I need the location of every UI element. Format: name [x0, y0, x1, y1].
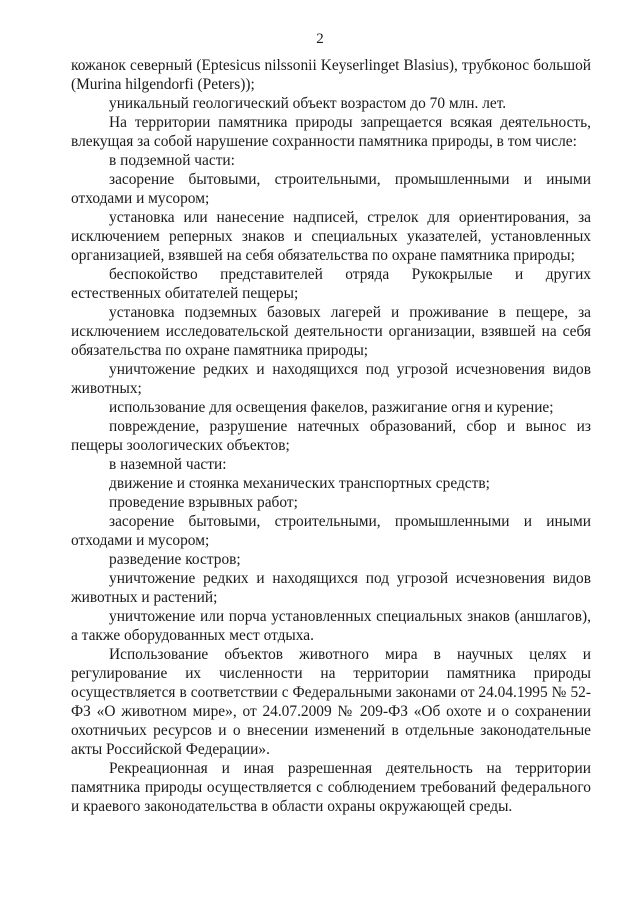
list-item: использование для освещения факелов, разжигание огня и курение;: [109, 399, 554, 416]
list-item: уничтожение или порча установленных специальных знаков (аншлагов), а также оборудованных мест отдыха.: [71, 608, 591, 644]
paragraph-bat-species: кожанок северный (Eptesicus nilssonii Keyserlinget Blasius), трубконос большой (Murina hilgendorfi (Peters));: [71, 57, 591, 93]
list-item: установка или нанесение надписей, стрелок для ориентирования, за исключением реперных знаков и специальных указателей, установленных организацией, взявшей на себя обязательства по охране памятника природы;: [71, 209, 591, 264]
list-item: разведение костров;: [109, 551, 241, 568]
list-item: установка подземных базовых лагерей и проживание в пещере, за исключением исследовательской деятельности организации, взявшей на себя обязательства по охране памятника природы;: [71, 304, 591, 359]
page-number: 2: [316, 31, 324, 47]
document-body: [71, 56, 591, 816]
list-item: беспокойство представителей отряда Рукокрылые и других естественных обитателей пещеры;: [71, 266, 591, 302]
list-item: повреждение, разрушение натечных образований, сбор и вынос из пещеры зоологических объектов;: [71, 418, 591, 454]
list-item: уничтожение редких и находящихся под угрозой исчезновения видов животных и растений;: [71, 570, 591, 606]
list-item: засорение бытовыми, строительными, промышленными и иными отходами и мусором;: [71, 171, 591, 207]
list-item: засорение бытовыми, строительными, промышленными и иными отходами и мусором;: [71, 513, 591, 549]
list-item: движение и стоянка механических транспортных средств;: [109, 475, 490, 492]
list-item: проведение взрывных работ;: [109, 494, 298, 511]
paragraph-underground-heading: в подземной части:: [109, 152, 235, 169]
paragraph-surface-heading: в наземной части:: [109, 456, 227, 473]
list-item: уничтожение редких и находящихся под угрозой исчезновения видов животных;: [71, 361, 591, 397]
paragraph-geological-object: уникальный геологический объект возрастом до 70 млн. лет.: [109, 95, 507, 112]
paragraph-prohibited-activities: На территории памятника природы запрещается всякая деятельность, влекущая за собой нарушение сохранности памятника природы, в том числе:: [71, 114, 591, 150]
paragraph-recreational-activity: Рекреационная и иная разрешенная деятельность на территории памятника природы осуществляется с соблюдением требований федерального и краевого законодательства в области охраны окружающей среды.: [71, 760, 591, 815]
paragraph-wildlife-use: Использование объектов животного мира в научных целях и регулирование их численности на территории памятника природы осуществляется в соответствии с Федеральными законами от 24.04.1995 № 52-ФЗ «О животном мире», от 24.07.2009 № 209-ФЗ «Об охоте и о сохранении охотничьих ресурсов и о внесении изменений в отдельные законодательные акты Российской Федерации».: [71, 646, 591, 758]
